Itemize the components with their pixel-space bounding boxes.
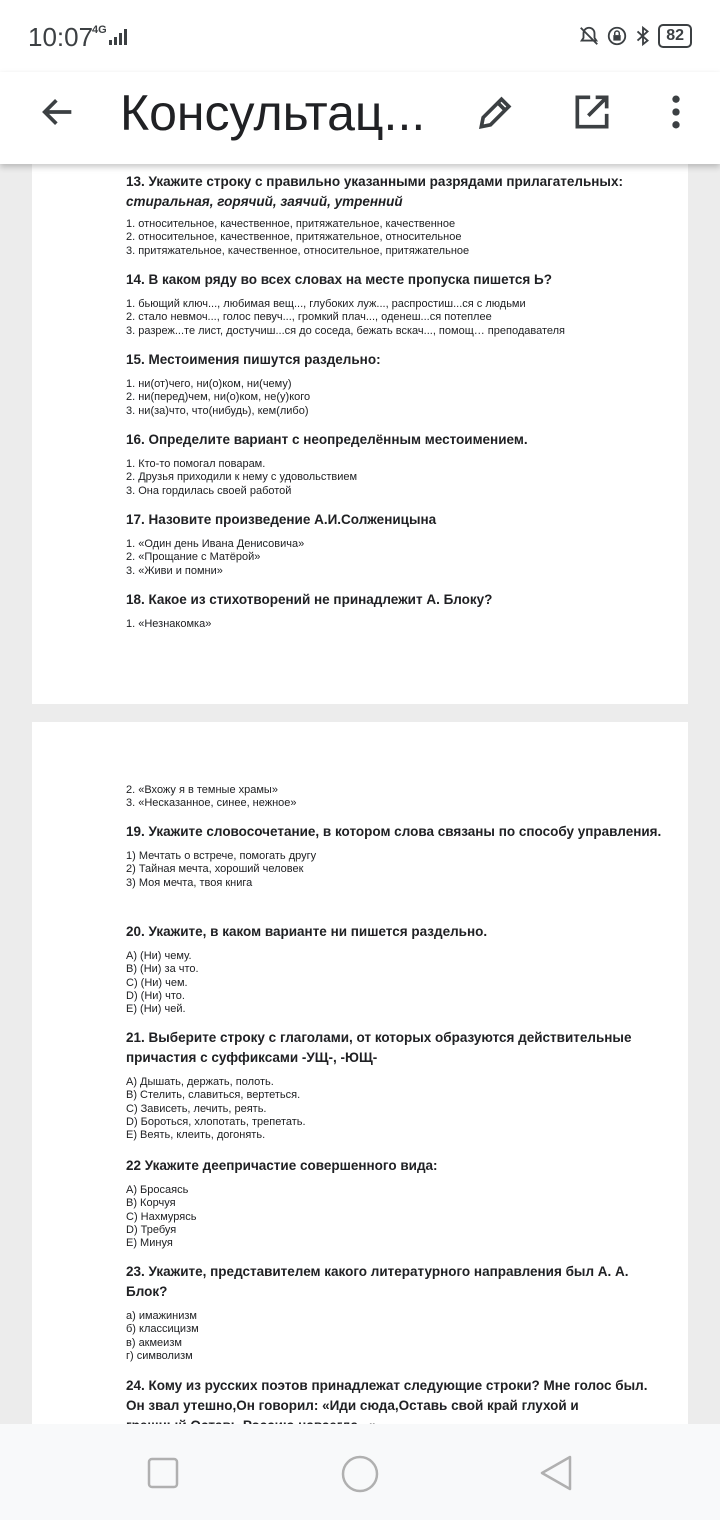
option: С) Нахмурясь bbox=[126, 1210, 197, 1223]
option: А) (Ни) чему. bbox=[126, 950, 192, 962]
option: 1. ни(от)чего, ни(о)ком, ни(чему) bbox=[126, 378, 292, 390]
option: С) Зависеть, лечить, реять. bbox=[126, 1102, 267, 1115]
option: 2. «Вхожу я в темные храмы» bbox=[126, 784, 278, 796]
option: В) Корчуя bbox=[126, 1197, 176, 1210]
option: 1. «Незнакомка» bbox=[126, 618, 212, 630]
option: Е) (Ни) чей. bbox=[126, 1003, 186, 1016]
pencil-icon[interactable] bbox=[474, 90, 518, 134]
question-title: 22 Укажите деепричастие совершенного вида: bbox=[126, 1158, 438, 1173]
option: Е) Минуя bbox=[126, 1237, 173, 1250]
option: D) Бороться, хлопотать, трепетать. bbox=[126, 1115, 306, 1128]
option: 1. Кто-то помогал поварам. bbox=[126, 458, 266, 470]
home-circle-icon[interactable] bbox=[340, 1454, 380, 1494]
option: 2. ни(перед)чем, ни(о)ком, не(у)кого bbox=[126, 391, 311, 404]
option: 2. «Прощание с Матёрой» bbox=[126, 551, 261, 564]
document-viewer[interactable] bbox=[0, 164, 720, 1424]
option: 2. относительное, качественное, притяжательное, относительное bbox=[126, 231, 462, 244]
recents-square-icon[interactable] bbox=[146, 1456, 180, 1490]
lock-rotation-icon bbox=[606, 25, 628, 47]
option: 3) Моя мечта, твоя книга bbox=[126, 876, 253, 889]
question-17 bbox=[126, 510, 666, 578]
option: D) (Ни) что. bbox=[126, 989, 185, 1002]
option: а) имажинизм bbox=[126, 1310, 197, 1322]
option: 2. стало невмоч..., голос певуч..., громкий плач..., оденеш...ся потеплее bbox=[126, 311, 492, 324]
option: 3. Она гордилась своей работой bbox=[126, 484, 292, 497]
app-bar bbox=[0, 72, 720, 164]
question-14 bbox=[126, 270, 666, 338]
option: 3. ни(за)что, что(нибудь), кем(либо) bbox=[126, 404, 309, 417]
option: 1. бьющий ключ..., любимая вещ..., глубоких луж..., распростиш...ся с людьми bbox=[126, 298, 526, 310]
question-22 bbox=[126, 1156, 666, 1250]
option: А) Бросаясь bbox=[126, 1184, 189, 1196]
option: б) классицизм bbox=[126, 1323, 199, 1336]
question-title: 24. Кому из русских поэтов принадлежат следующие строки? Мне голос был. Он звал утешно,Он говорил: «Иди сюда,Оставь свой край глухой и bbox=[126, 1378, 648, 1413]
question-title: 17. Назовите произведение А.И.Солженицына bbox=[126, 512, 437, 527]
question-18-continued bbox=[126, 784, 666, 811]
option: В) Стелить, славиться, вертеться. bbox=[126, 1089, 301, 1102]
mute-notifications-icon bbox=[578, 25, 600, 47]
question-23 bbox=[126, 1262, 666, 1363]
open-external-icon[interactable] bbox=[570, 90, 614, 134]
option: А) Дышать, держать, полоть. bbox=[126, 1076, 274, 1088]
option: в) акмеизм bbox=[126, 1336, 182, 1349]
option: В) (Ни) за что. bbox=[126, 963, 199, 976]
option: 3. притяжательное, качественное, относительное, притяжательное bbox=[126, 244, 470, 257]
option: 2) Тайная мечта, хороший человек bbox=[126, 863, 304, 876]
option: 1. относительное, качественное, притяжательное, качественное bbox=[126, 218, 456, 230]
system-nav-bar bbox=[0, 1424, 720, 1520]
question-title: 15. Местоимения пишутся раздельно: bbox=[126, 352, 381, 367]
question-title: 21. Выберите строку с глаголами, от которых образуются действительные причастия с суффиксами -УЩ-, -ЮЩ- bbox=[126, 1030, 632, 1065]
option: 3. разреж...те лист, достучиш...ся до соседа, бежать вскач..., помощ… преподавателя bbox=[126, 324, 565, 337]
option: С) (Ни) чем. bbox=[126, 976, 188, 989]
question-13 bbox=[126, 172, 666, 258]
option: D) Требуя bbox=[126, 1223, 177, 1236]
option: г) символизм bbox=[126, 1349, 193, 1362]
question-title: 19. Укажите словосочетание, в котором слова связаны по способу управления. bbox=[126, 824, 662, 839]
question-title: 20. Укажите, в каком варианте ни пишется раздельно. bbox=[126, 924, 488, 939]
option: 2. Друзья приходили к нему с удовольствием bbox=[126, 471, 358, 484]
document-page-2 bbox=[32, 722, 688, 1432]
question-title: 16. Определите вариант с неопределённым местоимением. bbox=[126, 432, 528, 447]
question-18 bbox=[126, 590, 666, 631]
more-vert-icon[interactable] bbox=[654, 90, 698, 134]
document-page-1 bbox=[32, 164, 688, 704]
question-16 bbox=[126, 430, 666, 498]
back-triangle-icon[interactable] bbox=[538, 1454, 574, 1492]
status-bar bbox=[0, 0, 720, 72]
option: Е) Веять, клеить, догонять. bbox=[126, 1129, 266, 1142]
option: 1) Мечтать о встрече, помогать другу bbox=[126, 850, 317, 862]
status-time: 10:07 bbox=[28, 22, 94, 52]
signal-icon bbox=[108, 28, 130, 46]
question-20 bbox=[126, 922, 666, 1016]
question-title: 23. Укажите, представителем какого литературного направления был А. А. Блок? bbox=[126, 1264, 629, 1299]
question-15 bbox=[126, 350, 666, 418]
option: 3. «Несказанное, синее, нежное» bbox=[126, 797, 297, 810]
question-21 bbox=[126, 1028, 666, 1142]
question-title: 18. Какое из стихотворений не принадлежит А. Блоку? bbox=[126, 592, 493, 607]
question-title: 13. Укажите строку с правильно указанными разрядами прилагательных: bbox=[126, 174, 623, 189]
bluetooth-icon bbox=[634, 25, 652, 47]
option: 1. «Один день Ивана Денисовича» bbox=[126, 538, 305, 550]
network-indicator: 4G bbox=[92, 24, 107, 36]
question-title: 14. В каком ряду во всех словах на месте пропуска пишется Ь? bbox=[126, 272, 552, 287]
arrow-back-icon[interactable] bbox=[38, 92, 78, 132]
battery-indicator: 82 bbox=[658, 24, 692, 48]
question-19 bbox=[126, 822, 666, 890]
question-subtitle: стиральная, горячий, заячий, утренний bbox=[126, 194, 403, 209]
document-title: Консультац... bbox=[120, 85, 426, 141]
option: 3. «Живи и помни» bbox=[126, 564, 223, 577]
